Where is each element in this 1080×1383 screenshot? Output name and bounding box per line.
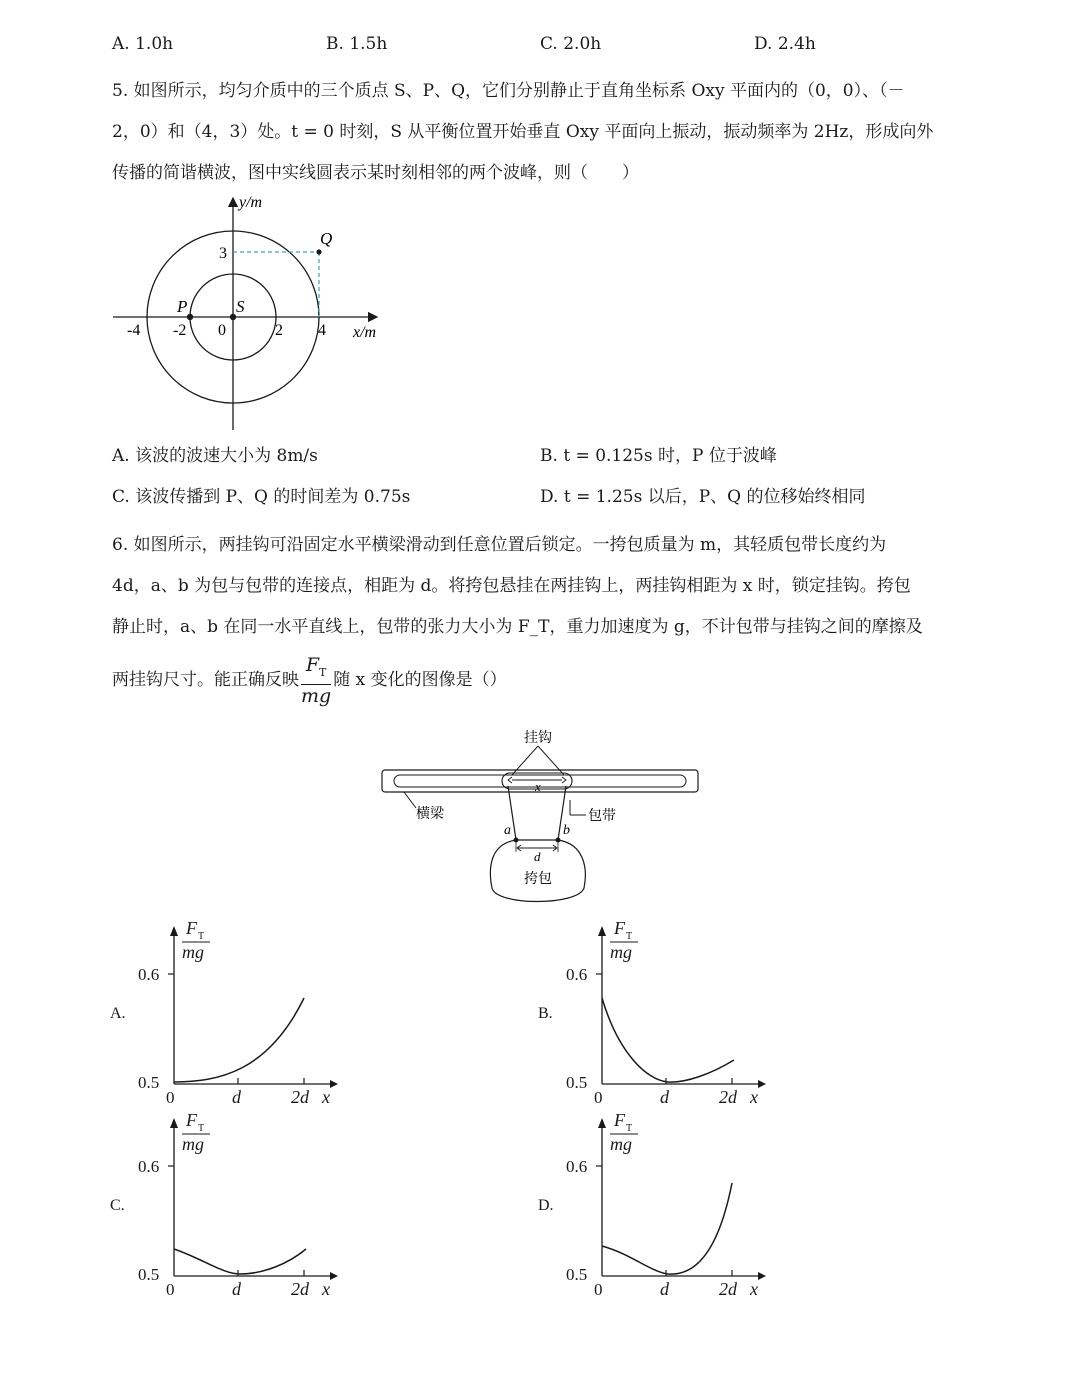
graph-x-arrow bbox=[330, 1272, 338, 1280]
y-label-subscript: T bbox=[626, 931, 633, 942]
x-tick-label-d: d bbox=[232, 1279, 241, 1299]
q4-option-b: B. 1.5h bbox=[326, 34, 388, 54]
y-tick-label-06: 0.6 bbox=[138, 965, 160, 984]
graph-x-arrow bbox=[758, 1272, 766, 1280]
x-axis-label: x/m bbox=[353, 324, 377, 341]
graph-curve bbox=[602, 998, 734, 1082]
x-axis-label: x bbox=[750, 1087, 758, 1107]
x-tick-label-2d: 2d bbox=[719, 1087, 737, 1107]
tick-x-4: 4 bbox=[318, 322, 326, 339]
graph-option-letter: A. bbox=[110, 1005, 126, 1022]
graph-curve bbox=[174, 998, 304, 1082]
y-tick-label-06: 0.6 bbox=[566, 965, 588, 984]
y-label-numerator: F bbox=[614, 1110, 625, 1130]
x-tick-label-d: d bbox=[232, 1087, 241, 1107]
q5-stem-line3: 传播的简谐横波，图中实线圆表示某时刻相邻的两个波峰，则（ ） bbox=[112, 163, 639, 183]
y-label-numerator: F bbox=[186, 1110, 197, 1130]
x-tick-label-2d: 2d bbox=[719, 1279, 737, 1299]
x-origin-label: 0 bbox=[594, 1088, 603, 1107]
q6-bag-figure bbox=[378, 728, 718, 908]
y-label-denominator: mg bbox=[182, 1134, 204, 1154]
y-tick-label-05: 0.5 bbox=[138, 1265, 160, 1284]
x-tick-label-2d: 2d bbox=[291, 1279, 309, 1299]
q5-option-b: B. t = 0.125s 时，P 位于波峰 bbox=[540, 446, 777, 466]
y-label-denominator: mg bbox=[182, 942, 204, 962]
q6-stem-line2: 4d，a、b 为包与包带的连接点，相距为 d。将挎包悬挂在两挂钩上，两挂钩相距为 x 时，锁定挂钩。挎包 bbox=[112, 576, 911, 596]
y-label-subscript: T bbox=[626, 1123, 633, 1134]
q6-stem-line4: 两挂钩尺寸。能正确反映 $\frac{F_T}{mg}$ 随 x 变化的图像是（） bbox=[112, 654, 507, 707]
q5-wave-figure bbox=[105, 192, 405, 432]
q5-option-d: D. t = 1.25s 以后，P、Q 的位移始终相同 bbox=[540, 487, 866, 507]
x-origin-label: 0 bbox=[594, 1280, 603, 1299]
y-label-subscript: T bbox=[198, 1123, 205, 1134]
x-origin-label: 0 bbox=[166, 1280, 175, 1299]
graph-curve bbox=[174, 1249, 306, 1274]
y-label-denominator: mg bbox=[610, 1134, 632, 1154]
tick-x-neg2: -2 bbox=[173, 322, 187, 339]
x-origin-label: 0 bbox=[166, 1088, 175, 1107]
beam-label: 横梁 bbox=[416, 807, 444, 822]
tick-x-0: 0 bbox=[218, 322, 226, 339]
y-tick-label-05: 0.5 bbox=[566, 1265, 588, 1284]
graph-option-letter: D. bbox=[538, 1197, 554, 1214]
graph-svg bbox=[108, 1104, 348, 1299]
q6-stem-line3: 静止时，a、b 在同一水平直线上，包带的张力大小为 F_T，重力加速度为 g，不计包带与挂钩之间的摩擦及 bbox=[112, 617, 923, 637]
q4-option-a: A. 1.0h bbox=[112, 34, 174, 54]
hook-label: 挂钩 bbox=[524, 731, 552, 746]
q6-stem-line1: 6. 如图所示，两挂钩可沿固定水平横梁滑动到任意位置后锁定。一挎包质量为 m，其轻质包带长度约为 bbox=[112, 535, 887, 555]
hook-distance-x: x bbox=[535, 779, 541, 794]
y-label-numerator: F bbox=[614, 918, 625, 938]
graph-svg bbox=[536, 1104, 776, 1299]
label-p: P bbox=[177, 297, 188, 316]
y-label-numerator: F bbox=[186, 918, 197, 938]
point-q bbox=[316, 249, 321, 254]
x-axis-label: x bbox=[750, 1279, 758, 1299]
q5-stem-line2: 2，0）和（4，3）处。t = 0 时刻，S 从平衡位置开始垂直 Oxy 平面向上振动，振动频率为 2Hz，形成向外 bbox=[112, 122, 934, 142]
x-tick-label-d: d bbox=[660, 1087, 669, 1107]
graph-x-arrow bbox=[330, 1080, 338, 1088]
graph-option-d bbox=[536, 1104, 776, 1299]
q4-option-c: C. 2.0h bbox=[540, 34, 602, 54]
x-axis-label: x bbox=[322, 1087, 330, 1107]
tick-x-2: 2 bbox=[275, 322, 283, 339]
q5-option-a: A. 该波的波速大小为 8m/s bbox=[112, 446, 318, 466]
graph-x-arrow bbox=[758, 1080, 766, 1088]
q4-option-d: D. 2.4h bbox=[754, 34, 816, 54]
label-s: S bbox=[236, 297, 245, 316]
label-q: Q bbox=[320, 229, 333, 248]
point-p bbox=[187, 314, 193, 320]
point-b-label: b bbox=[563, 823, 570, 838]
graph-svg bbox=[536, 912, 776, 1107]
ab-distance-d: d bbox=[534, 849, 541, 864]
graph-option-b bbox=[536, 912, 776, 1107]
graph-option-letter: C. bbox=[110, 1197, 125, 1214]
x-tick-label-d: d bbox=[660, 1279, 669, 1299]
bag-label: 挎包 bbox=[524, 872, 552, 887]
q5-option-c: C. 该波传播到 P、Q 的时间差为 0.75s bbox=[112, 487, 411, 507]
y-axis-label: y/m bbox=[239, 194, 263, 211]
y-label-subscript: T bbox=[198, 931, 205, 942]
tick-y-3: 3 bbox=[219, 245, 227, 262]
graph-svg bbox=[108, 912, 348, 1107]
q5-stem-line1: 5. 如图所示，均匀介质中的三个质点 S、P、Q，它们分别静止于直角坐标系 Oxy 平面内的（0，0）、（－ bbox=[112, 81, 905, 101]
strap-label: 包带 bbox=[588, 809, 616, 824]
x-axis-label: x bbox=[322, 1279, 330, 1299]
graph-y-arrow bbox=[598, 1118, 606, 1128]
y-tick-label-05: 0.5 bbox=[566, 1073, 588, 1092]
ft-over-mg-fraction: $\frac{F_T}{mg}$ bbox=[301, 654, 332, 707]
y-tick-label-06: 0.6 bbox=[138, 1157, 160, 1176]
graph-y-arrow bbox=[170, 926, 178, 936]
graph-curve bbox=[602, 1183, 732, 1274]
y-label-denominator: mg bbox=[610, 942, 632, 962]
point-a-label: a bbox=[504, 823, 511, 838]
y-tick-label-06: 0.6 bbox=[566, 1157, 588, 1176]
graph-y-arrow bbox=[598, 926, 606, 936]
graph-option-letter: B. bbox=[538, 1005, 553, 1022]
tick-x-neg4: -4 bbox=[127, 322, 141, 339]
x-tick-label-2d: 2d bbox=[291, 1087, 309, 1107]
graph-option-a bbox=[108, 912, 348, 1107]
graph-option-c bbox=[108, 1104, 348, 1299]
y-tick-label-05: 0.5 bbox=[138, 1073, 160, 1092]
graph-y-arrow bbox=[170, 1118, 178, 1128]
